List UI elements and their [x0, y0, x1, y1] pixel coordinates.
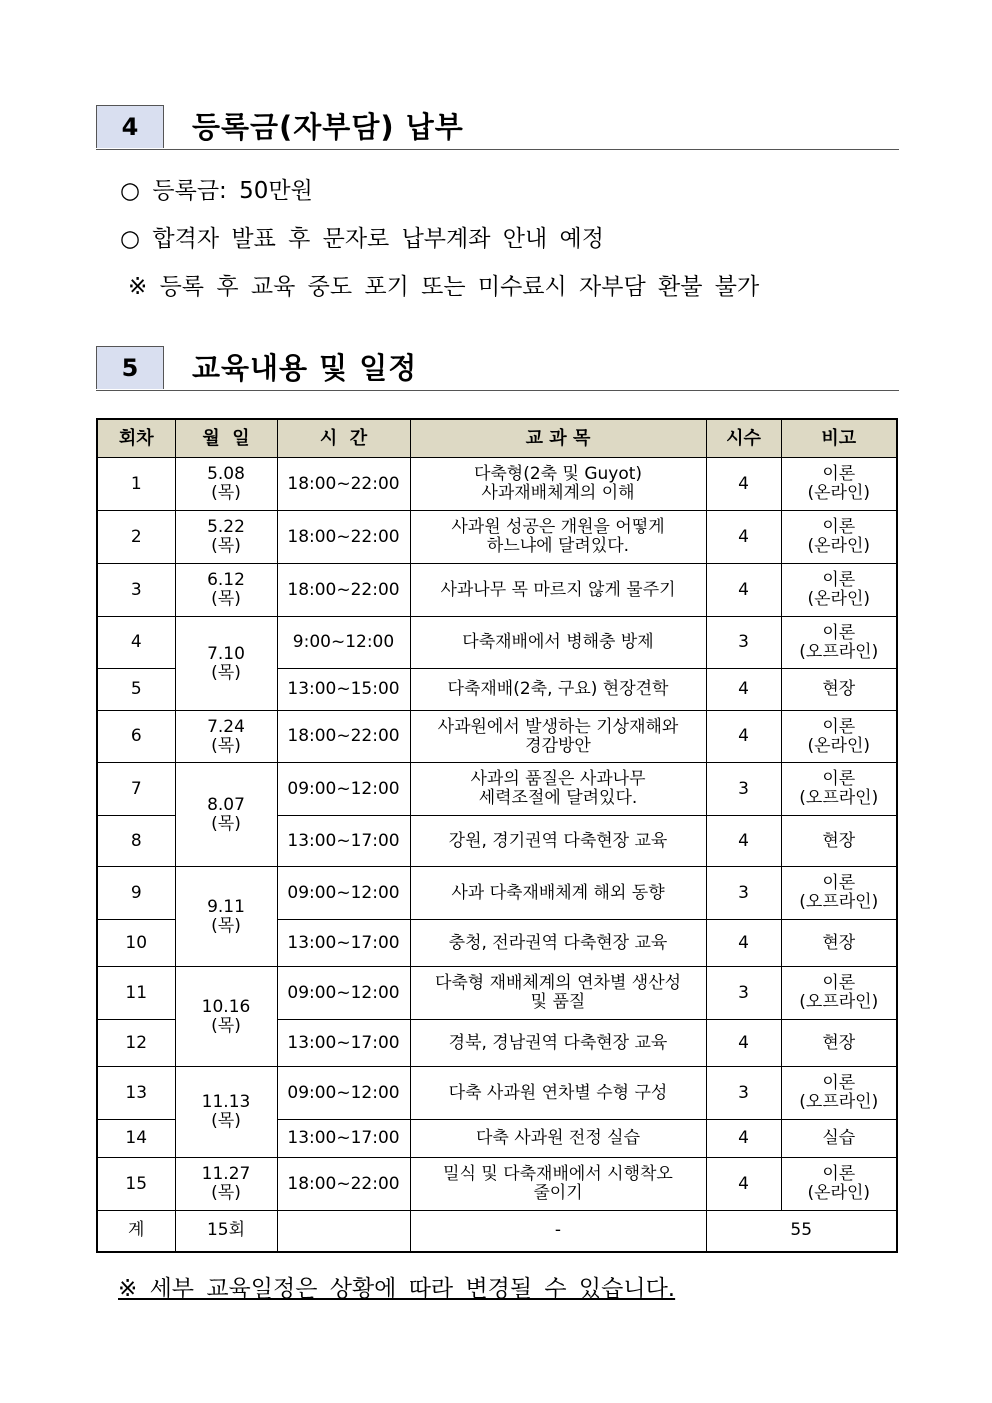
session-time: 09:00~12:00: [277, 1067, 410, 1120]
session-date: 5.22 (목): [175, 511, 277, 564]
session-hours: 4: [706, 1158, 781, 1211]
session-no: 4: [97, 617, 175, 669]
session-hours: 3: [706, 617, 781, 669]
session-subject: 사과 다축재배체계 해외 동향: [410, 867, 706, 920]
table-row: [97, 967, 897, 1020]
header-date: 월 일: [175, 419, 277, 458]
session-remarks: 이론 (온라인): [781, 511, 897, 564]
session-time: 13:00~15:00: [277, 669, 410, 711]
session-no: 9: [97, 867, 175, 920]
session-remarks: 현장: [781, 669, 897, 711]
total-time-empty: [277, 1211, 410, 1252]
session-remarks: 현장: [781, 816, 897, 867]
session-time: 13:00~17:00: [277, 816, 410, 867]
session-no: 11: [97, 967, 175, 1020]
session-no: 6: [97, 711, 175, 763]
schedule-table: [96, 418, 898, 1253]
session-time: 09:00~12:00: [277, 967, 410, 1020]
session-hours: 3: [706, 763, 781, 816]
session-date: 10.16 (목): [175, 967, 277, 1067]
session-time: 18:00~22:00: [277, 711, 410, 763]
session-hours: 4: [706, 1020, 781, 1067]
header-session: 회차: [97, 419, 175, 458]
section-4-header: [96, 105, 899, 150]
session-date: 7.10 (목): [175, 617, 277, 711]
session-date: 11.27 (목): [175, 1158, 277, 1211]
session-remarks: 현장: [781, 1020, 897, 1067]
session-time: 13:00~17:00: [277, 1020, 410, 1067]
session-hours: 4: [706, 816, 781, 867]
session-hours: 4: [706, 920, 781, 967]
session-subject: 충청, 전라권역 다축현장 교육: [410, 920, 706, 967]
session-date: 7.24 (목): [175, 711, 277, 763]
session-time: 09:00~12:00: [277, 763, 410, 816]
session-subject: 다축형(2축 및 Guyot) 사과재배체계의 이해: [410, 458, 706, 511]
session-remarks: 이론 (오프라인): [781, 617, 897, 669]
session-subject: 사과나무 목 마르지 않게 물주기: [410, 564, 706, 617]
table-row: [97, 1067, 897, 1120]
session-subject: 밀식 및 다축재배에서 시행착오 줄이기: [410, 1158, 706, 1211]
session-no: 7: [97, 763, 175, 816]
session-remarks: 이론 (온라인): [781, 1158, 897, 1211]
session-no: 8: [97, 816, 175, 867]
session-subject: 다축형 재배체계의 연차별 생산성 및 품질: [410, 967, 706, 1020]
table-row: [97, 511, 897, 564]
session-remarks: 실습: [781, 1120, 897, 1158]
table-row: [97, 564, 897, 617]
session-remarks: 이론 (오프라인): [781, 763, 897, 816]
session-no: 3: [97, 564, 175, 617]
session-time: 13:00~17:00: [277, 1120, 410, 1158]
session-no: 14: [97, 1120, 175, 1158]
header-hours: 시수: [706, 419, 781, 458]
session-hours: 4: [706, 511, 781, 564]
session-date: 11.13 (목): [175, 1067, 277, 1158]
session-subject: 사과원 성공은 개원을 어떻게 하느냐에 달려있다.: [410, 511, 706, 564]
session-remarks: 이론 (온라인): [781, 711, 897, 763]
header-remarks: 비고: [781, 419, 897, 458]
session-time: 18:00~22:00: [277, 1158, 410, 1211]
refund-note: ※ 등록 후 교육 중도 포기 또는 미수료시 자부담 환불 불가: [128, 274, 760, 300]
session-subject: 사과의 품질은 사과나무 세력조절에 달려있다.: [410, 763, 706, 816]
session-no: 15: [97, 1158, 175, 1211]
schedule-change-notice: ※ 세부 교육일정은 상황에 따라 변경될 수 있습니다.: [118, 1276, 676, 1302]
table-header-row: [97, 419, 897, 458]
fee-amount-bullet: ○ 등록금: 50만원: [120, 178, 313, 204]
session-no: 2: [97, 511, 175, 564]
session-subject: 다축 사과원 연차별 수형 구성: [410, 1067, 706, 1120]
session-no: 13: [97, 1067, 175, 1120]
session-hours: 4: [706, 564, 781, 617]
session-no: 5: [97, 669, 175, 711]
total-subject: -: [410, 1211, 706, 1252]
session-subject: 사과원에서 발생하는 기상재해와 경감방안: [410, 711, 706, 763]
session-no: 10: [97, 920, 175, 967]
session-remarks: 현장: [781, 920, 897, 967]
session-remarks: 이론 (온라인): [781, 458, 897, 511]
table-row: [97, 458, 897, 511]
session-time: 18:00~22:00: [277, 458, 410, 511]
table-row: [97, 617, 897, 669]
session-time: 09:00~12:00: [277, 867, 410, 920]
section-4-number: 4: [96, 105, 164, 148]
session-subject: 강원, 경기권역 다축현장 교육: [410, 816, 706, 867]
session-time: 18:00~22:00: [277, 564, 410, 617]
session-date: 8.07 (목): [175, 763, 277, 867]
session-subject: 다축 사과원 전정 실습: [410, 1120, 706, 1158]
session-hours: 3: [706, 967, 781, 1020]
section-5-header: [96, 346, 899, 391]
session-remarks: 이론 (오프라인): [781, 967, 897, 1020]
session-date: 9.11 (목): [175, 867, 277, 967]
session-time: 9:00~12:00: [277, 617, 410, 669]
session-hours: 3: [706, 1067, 781, 1120]
session-subject: 경북, 경남권역 다축현장 교육: [410, 1020, 706, 1067]
session-date: 5.08 (목): [175, 458, 277, 511]
section-5-title: 교육내용 및 일정: [192, 351, 418, 385]
table-total-row: [97, 1211, 897, 1252]
table-row: [97, 867, 897, 920]
session-hours: 4: [706, 1120, 781, 1158]
session-hours: 3: [706, 867, 781, 920]
header-subject: 교 과 목: [410, 419, 706, 458]
session-subject: 다축재배(2축, 구요) 현장견학: [410, 669, 706, 711]
session-time: 18:00~22:00: [277, 511, 410, 564]
session-remarks: 이론 (오프라인): [781, 867, 897, 920]
session-time: 13:00~17:00: [277, 920, 410, 967]
total-label: 계: [97, 1211, 175, 1252]
session-hours: 4: [706, 669, 781, 711]
session-hours: 4: [706, 458, 781, 511]
session-subject: 다축재배에서 병해충 방제: [410, 617, 706, 669]
session-no: 1: [97, 458, 175, 511]
total-sessions: 15회: [175, 1211, 277, 1252]
payment-notice-bullet: ○ 합격자 발표 후 문자로 납부계좌 안내 예정: [120, 226, 604, 252]
header-time: 시 간: [277, 419, 410, 458]
session-remarks: 이론 (온라인): [781, 564, 897, 617]
table-row: [97, 711, 897, 763]
section-4-title: 등록금(자부담) 납부: [192, 110, 464, 144]
section-5-number: 5: [96, 346, 164, 389]
table-row: [97, 1158, 897, 1211]
session-no: 12: [97, 1020, 175, 1067]
session-hours: 4: [706, 711, 781, 763]
session-remarks: 이론 (오프라인): [781, 1067, 897, 1120]
total-hours: 55: [706, 1211, 897, 1252]
table-row: [97, 763, 897, 816]
session-date: 6.12 (목): [175, 564, 277, 617]
